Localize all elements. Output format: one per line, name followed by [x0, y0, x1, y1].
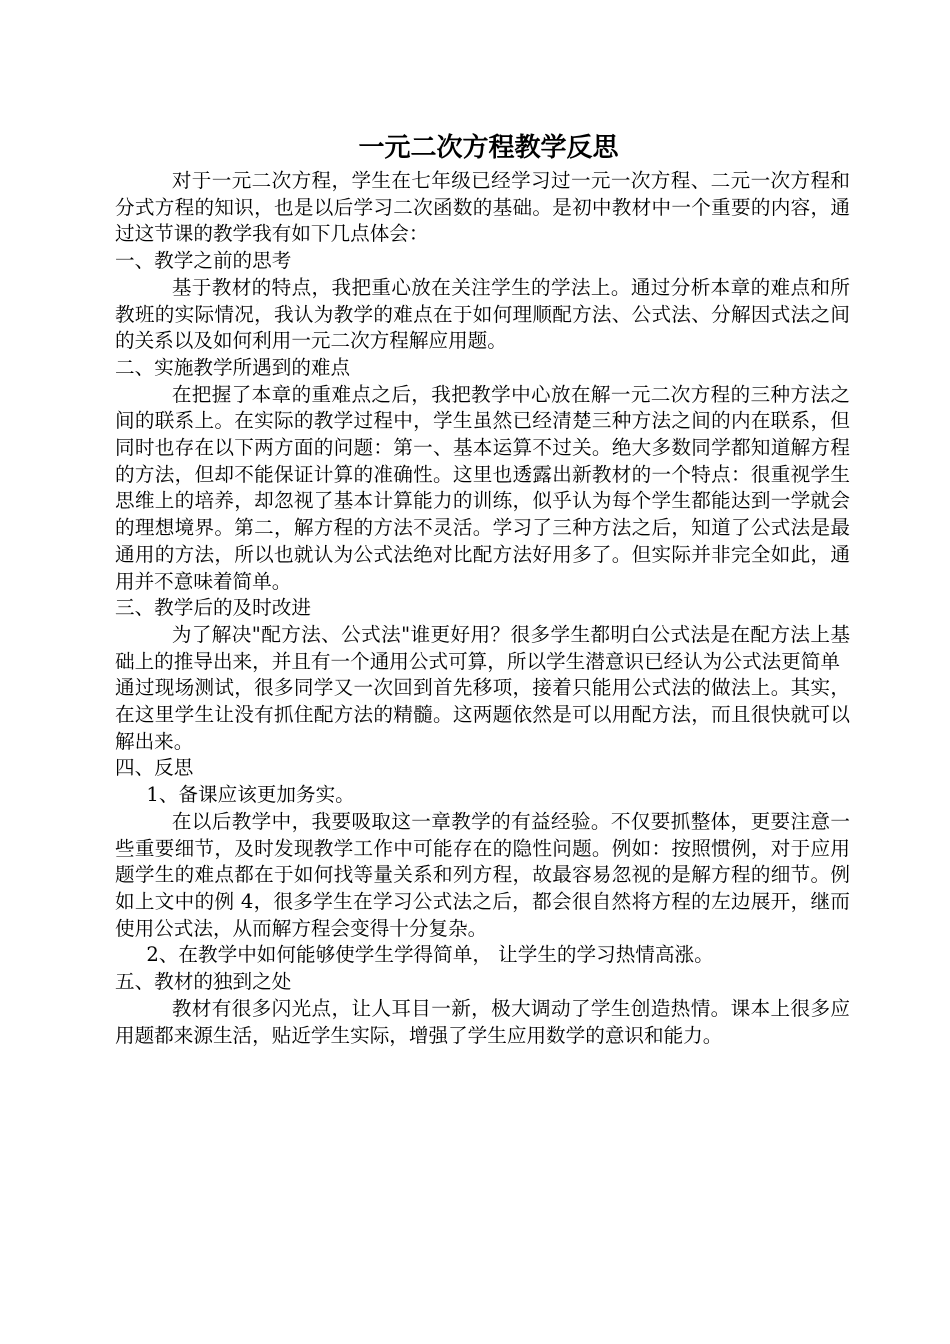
section-heading-3: 三、教学后的及时改进	[115, 596, 311, 620]
section-4-paragraph: 在以后教学中，我要吸取这一章教学的有益经验。不仅要抓整体，更要注意一些重要细节，及时发现教学工作中可能存在的隐性问题。例如：按照惯例，对于应用题学生的难点都在于如何找等量关系和列方程，故最容易忽视的是解方程的细节。例如上文中的例 4，很多学生在学习公式法之后，都会很自然将方程的左边展开，继而使用公式法，从而解方程会变得十分复杂。	[115, 809, 850, 940]
section-2-paragraph: 在把握了本章的重难点之后，我把教学中心放在解一元二次方程的三种方法之间的联系上。在实际的教学过程中，学生虽然已经清楚三种方法之间的内在联系，但同时也存在以下两方面的问题：第一、基本运算不过关。绝大多数同学都知道解方程的方法，但却不能保证计算的准确性。这里也透露出新教材的一个特点：很重视学生思维上的培养，却忽视了基本计算能力的训练，似乎认为每个学生都能达到一学就会的理想境界。第二，解方程的方法不灵活。学习了三种方法之后，知道了公式法是最通用的方法，所以也就认为公式法绝对比配方法好用多了。但实际并非完全如此，通用并不意味着简单。	[115, 382, 850, 593]
section-3-paragraph-b: 通过现场测试，很多同学又一次回到首先移项，接着只能用公式法的做法上。其实，在这里学生让没有抓住配方法的精髓。这两题依然是可以用配方法，而且很快就可以解出来。	[115, 676, 850, 753]
section-5-paragraph: 教材有很多闪光点，让人耳目一新，极大调动了学生创造热情。课本上很多应用题都来源生活，贴近学生实际，增强了学生应用数学的意识和能力。	[115, 996, 850, 1047]
section-3-paragraph-a: 为了解决"配方法、公式法"谁更好用？很多学生都明白公式法是在配方法上基础上的推导出来，并且有一个通用公式可算，所以学生潜意识已经认为公式法更简单	[115, 622, 850, 673]
section-heading-1: 一、教学之前的思考	[115, 249, 292, 273]
section-1-paragraph: 基于教材的特点，我把重心放在关注学生的学法上。通过分析本章的难点和所教班的实际情况，我认为教学的难点在于如何理顺配方法、公式法、分解因式法之间的关系以及如何利用一元二次方程解应用题。	[115, 275, 850, 353]
section-heading-4: 四、反思	[115, 756, 194, 780]
intro-paragraph: 对于一元二次方程，学生在七年级已经学习过一元一次方程、二元一次方程和分式方程的知识，也是以后学习二次函数的基础。是初中教材中一个重要的内容，通过这节课的教学我有如下几点体会：	[115, 169, 850, 246]
section-heading-5: 五、教材的独到之处	[115, 970, 292, 994]
section-4-item-1: 1、备课应该更加务实。	[146, 783, 355, 807]
section-4-item-2: 2、在教学中如何能够使学生学得简单， 让学生的学习热情高涨。	[146, 943, 714, 967]
section-heading-2: 二、实施教学所遇到的难点	[115, 355, 351, 379]
document-page	[115, 128, 850, 1049]
document-title: 一元二次方程教学反思	[358, 133, 619, 163]
